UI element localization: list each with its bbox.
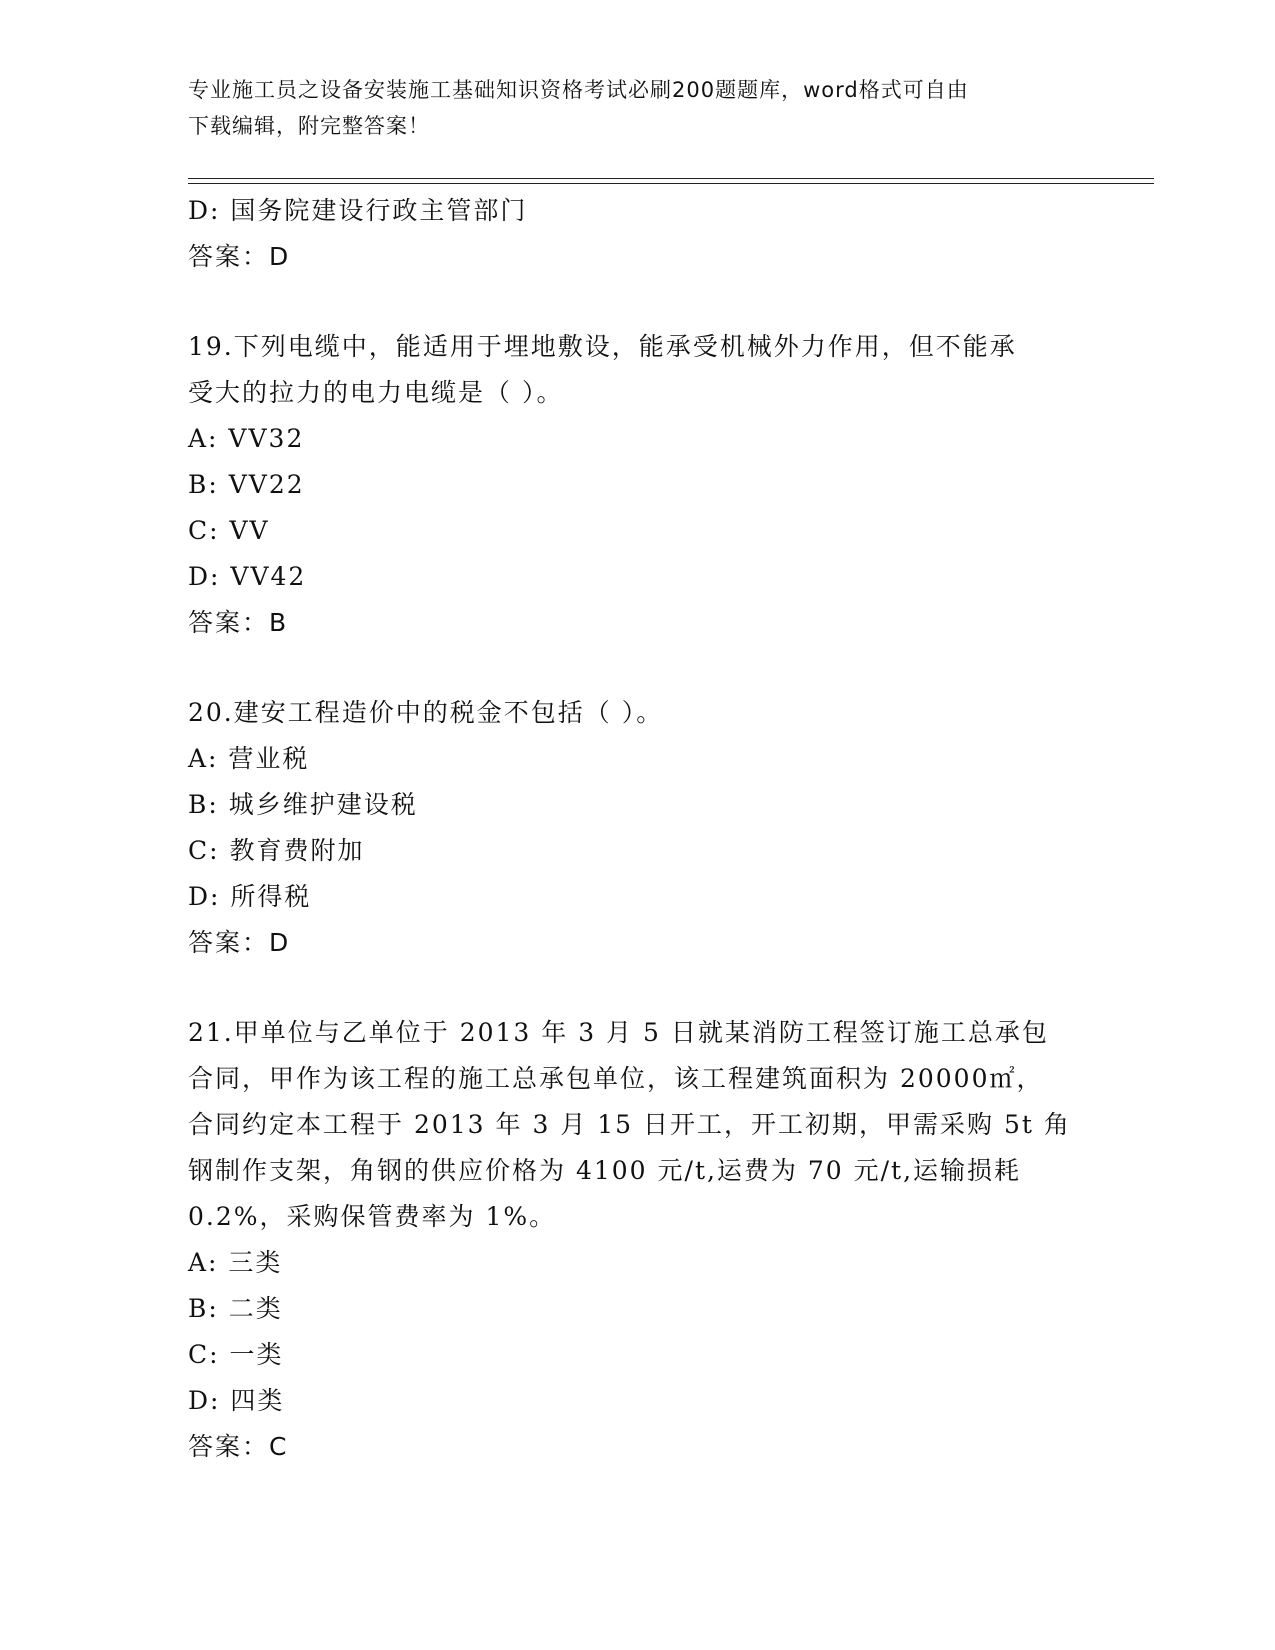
option-a: A: 三类 [188, 1248, 283, 1277]
question-21 [188, 1010, 1088, 1470]
option-c: C: VV [188, 516, 270, 545]
question-20 [188, 690, 1088, 966]
option-c: C: 一类 [188, 1340, 284, 1369]
question-text-line: 受大的拉力的电力电缆是（ ）。 [188, 378, 564, 407]
answer-line: 答案：C [188, 1432, 289, 1461]
question-text-line: 合同，甲作为该工程的施工总承包单位，该工程建筑面积为 20000㎡， [188, 1064, 1044, 1093]
question-text-line: 钢制作支架，角钢的供应价格为 4100 元/t,运费为 70 元/t,运输损耗 [188, 1156, 1022, 1185]
option-d: D: 所得税 [188, 882, 312, 911]
document-header [188, 72, 1088, 144]
question-18-tail [188, 188, 1088, 280]
option-d: D: VV42 [188, 562, 307, 591]
answer-line: 答案：D [188, 928, 291, 957]
header-line-1: 专业施工员之设备安装施工基础知识资格考试必刷200题题库，word格式可自由 [188, 78, 969, 102]
header-divider-top [188, 178, 1154, 179]
option-b: B: VV22 [188, 470, 305, 499]
option-d: D: 四类 [188, 1386, 285, 1415]
answer-line: 答案：B [188, 608, 289, 637]
question-19 [188, 324, 1088, 646]
question-text-line: 20.建安工程造价中的税金不包括（ ）。 [188, 698, 664, 727]
answer-line: 答案：D [188, 242, 291, 271]
question-text-line: 21.甲单位与乙单位于 2013 年 3 月 5 日就某消防工程签订施工总承包 [188, 1018, 1049, 1047]
option-c: C: 教育费附加 [188, 836, 365, 865]
header-line-2: 下载编辑，附完整答案！ [188, 114, 430, 138]
header-divider-bottom [188, 183, 1154, 184]
option-a: A: 营业税 [188, 744, 310, 773]
document-body [188, 188, 1088, 1470]
option-b: B: 城乡维护建设税 [188, 790, 418, 819]
option-d: D: 国务院建设行政主管部门 [188, 196, 528, 225]
option-a: A: VV32 [188, 424, 305, 453]
question-text-line: 合同约定本工程于 2013 年 3 月 15 日开工，开工初期，甲需采购 5t 角 [188, 1110, 1071, 1139]
option-b: B: 二类 [188, 1294, 283, 1323]
question-text-line: 19.下列电缆中，能适用于埋地敷设，能承受机械外力作用，但不能承 [188, 332, 1017, 361]
question-text-line: 0.2%，采购保管费率为 1%。 [188, 1202, 557, 1231]
